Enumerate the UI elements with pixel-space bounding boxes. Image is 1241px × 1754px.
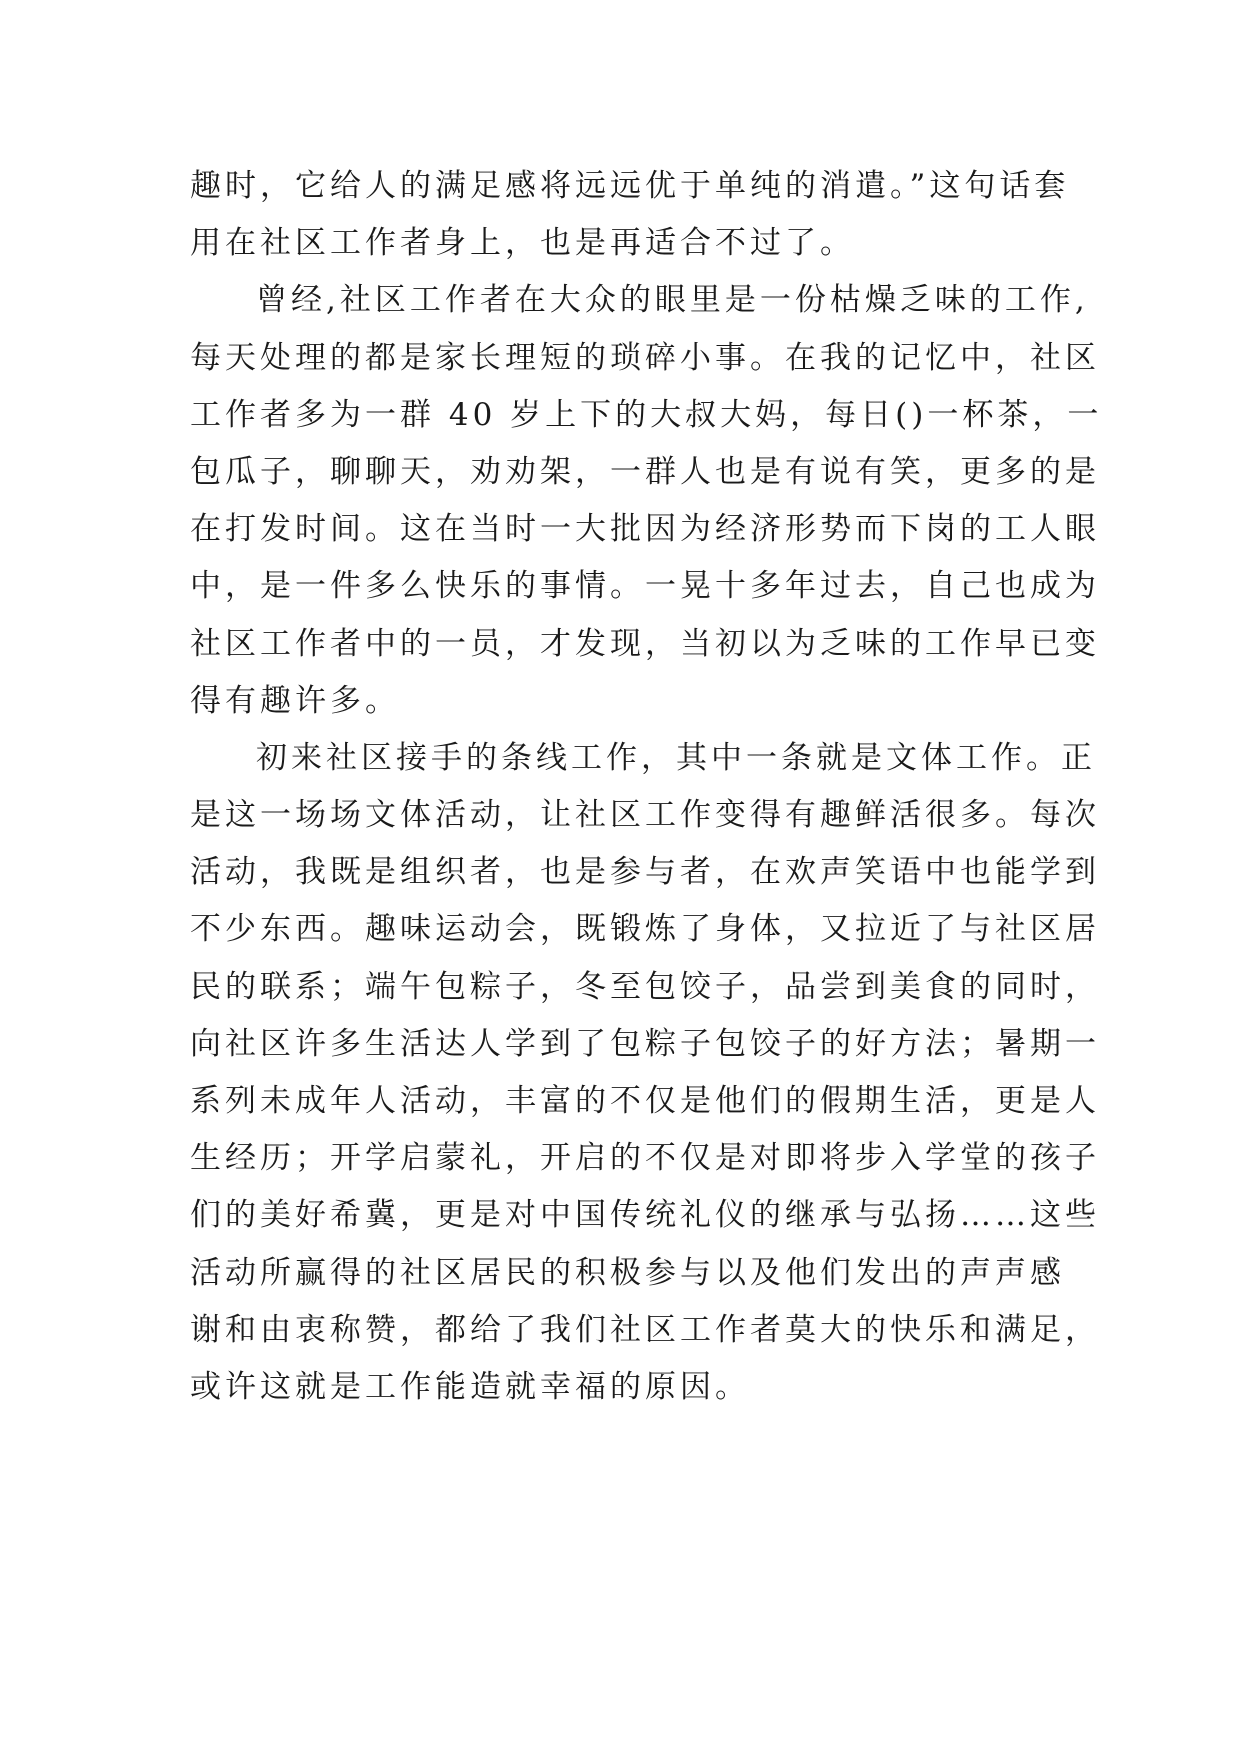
text-line: 在打发时间。这在当时一大批因为经济形势而下岗的工人眼 [190,511,1100,548]
text-line: 民的联系；端午包粽子，冬至包饺子，品尝到美食的同时， [190,968,1100,1005]
text-line: 活动所赢得的社区居民的积极参与以及他们发出的声声感 [190,1254,1065,1291]
text-line: 活动，我既是组织者，也是参与者，在欢声笑语中也能学到 [190,854,1100,891]
text-line: 得有趣许多。 [190,682,400,719]
body-text [190,158,1103,1416]
text-line: 系列未成年人活动，丰富的不仅是他们的假期生活，更是人 [190,1083,1100,1119]
text-line: 中，是一件多么快乐的事情。一晃十多年过去，自己也成为 [190,568,1100,605]
text-line: 或许这就是工作能造就幸福的原因。 [190,1368,750,1405]
text-line: 每天处理的都是家长理短的琐碎小事。在我的记忆中，社区 [190,339,1100,376]
text-line: 生经历；开学启蒙礼，开启的不仅是对即将步入学堂的孩子 [190,1140,1100,1177]
paragraph-first-line: 初来社区接手的条线工作，其中一条就是文体工作。正 [256,739,1096,776]
text-line: 不少东西。趣味运动会，既锻炼了身体，又拉近了与社区居 [190,911,1100,948]
text-line: 谢和由衷称赞，都给了我们社区工作者莫大的快乐和满足， [190,1311,1100,1348]
paragraph-first-line: 曾经,社区工作者在大众的眼里是一份枯燥乏味的工作, [256,282,1089,319]
text-line: 向社区许多生活达人学到了包粽子包饺子的好方法；暑期一 [190,1025,1100,1062]
text-line: 社区工作者中的一员，才发现，当初以为乏味的工作早已变 [190,625,1100,662]
text-line: 趣时，它给人的满足感将远远优于单纯的消遣。”这句话套 [190,168,1070,204]
text-line: 是这一场场文体活动，让社区工作变得有趣鲜活很多。每次 [190,797,1100,834]
text-line: 们的美好希冀，更是对中国传统礼仪的继承与弘扬……这些 [190,1197,1100,1234]
text-line: 工作者多为一群 40 岁上下的大叔大妈，每日()一杯茶，一 [190,396,1103,433]
text-line: 用在社区工作者身上，也是再适合不过了。 [190,225,855,262]
text-line: 包瓜子，聊聊天，劝劝架，一群人也是有说有笑，更多的是 [190,453,1100,490]
